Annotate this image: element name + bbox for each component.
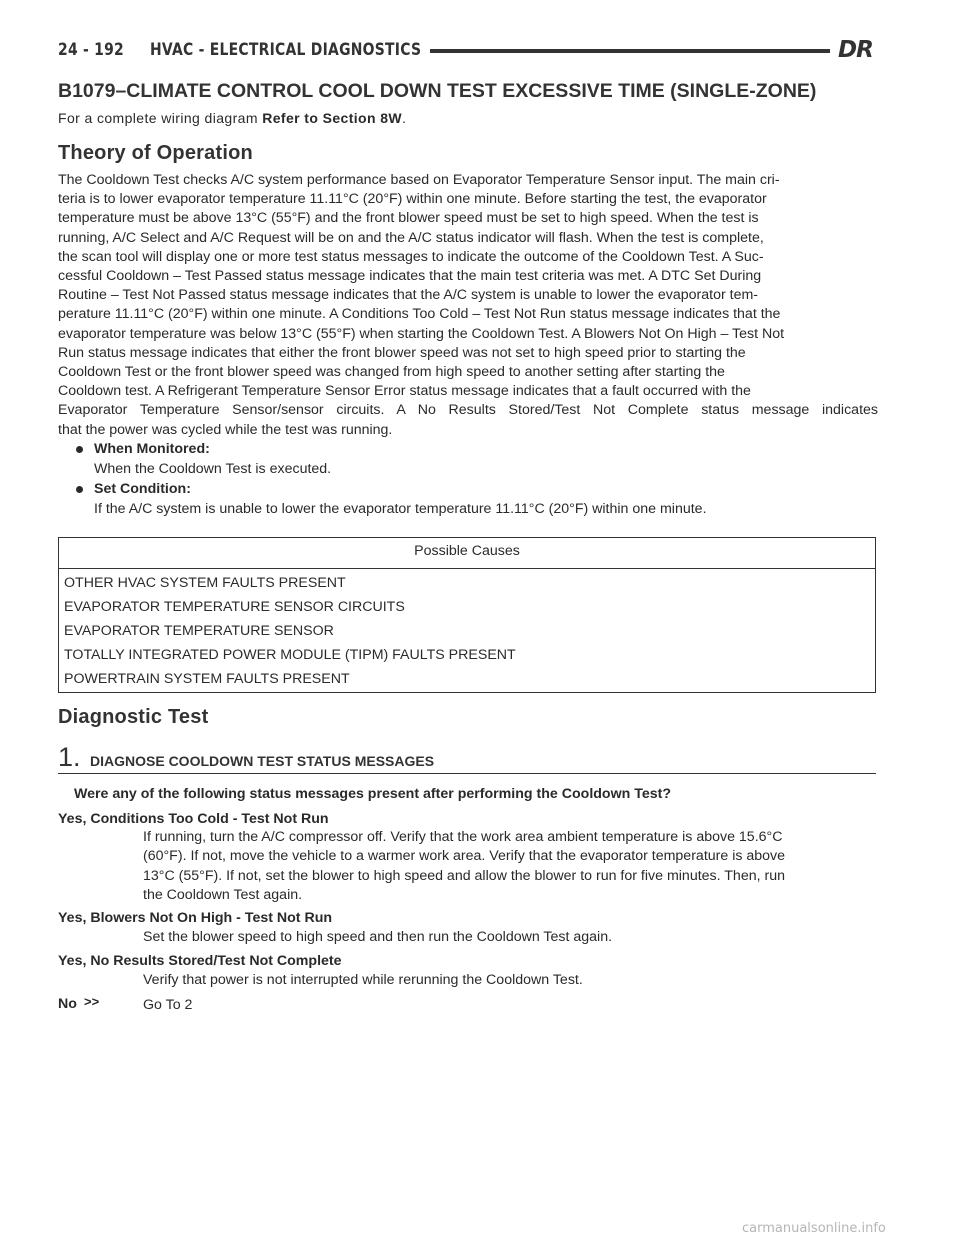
bullet-label: When Monitored: [94, 441, 210, 457]
cause-item: OTHER HVAC SYSTEM FAULTS PRESENT [64, 575, 346, 591]
step-number: 1. [58, 742, 81, 772]
theory-paragraph [58, 171, 878, 440]
page-header [58, 38, 878, 66]
bullet-dot-icon [76, 446, 83, 453]
bullet-dot-icon [76, 486, 83, 493]
theory-line: Run status message indicates that either the front blower speed was not set to high speed prior to starting the [58, 344, 746, 361]
theory-heading: Theory of Operation [58, 142, 253, 164]
answer-label-no: No [58, 996, 77, 1012]
bullet-label: Set Condition: [94, 481, 191, 497]
theory-line: temperature must be above 13°C (55°F) and the front blower speed must be set to high speed. When the test is [58, 210, 759, 227]
theory-line: the scan tool will display one or more test status messages to indicate the outcome of the Cooldown Test. A Suc- [58, 248, 764, 265]
theory-line: Evaporator Temperature Sensor/sensor circuits. A No Results Stored/Test Not Complete status message indicates [58, 402, 878, 419]
document-title: B1079–CLIMATE CONTROL COOL DOWN TEST EXCESSIVE TIME (SINGLE-ZONE) [58, 80, 817, 102]
cause-item: EVAPORATOR TEMPERATURE SENSOR [64, 623, 334, 639]
theory-line: that the power was cycled while the test was running. [58, 421, 393, 438]
step-title: DIAGNOSE COOLDOWN TEST STATUS MESSAGES [90, 753, 435, 769]
theory-line: evaporator temperature was below 13°C (55°F) when starting the Cooldown Test. A Blowers Not On High – Test Not [58, 325, 785, 342]
section-title: HVAC - ELECTRICAL DIAGNOSTICS [150, 40, 422, 60]
theory-line: perature 11.11°C (20°F) within one minute. A Conditions Too Cold – Test Not Run status message indicates that the [58, 306, 781, 323]
step-question: Were any of the following status messages present after performing the Cooldown Test? [74, 786, 672, 802]
diagnostic-heading: Diagnostic Test [58, 706, 209, 728]
model-code: DR [838, 37, 873, 63]
theory-line: Routine – Test Not Passed status message indicates that the A/C system is unable to lower the evaporator tem- [58, 287, 759, 304]
theory-line: running, A/C Select and A/C Request will be on and the A/C status indicator will flash. When the test is complete, [58, 229, 764, 246]
causes-header: Possible Causes [59, 538, 875, 569]
cause-item: EVAPORATOR TEMPERATURE SENSOR CIRCUITS [64, 599, 405, 615]
answer-line: If running, turn the A/C compressor off. Verify that the work area ambient temperature is above 15.6°C [143, 829, 783, 845]
reference-link[interactable]: Refer to Section 8W [262, 110, 403, 126]
cause-item: POWERTRAIN SYSTEM FAULTS PRESENT [64, 671, 350, 687]
cause-item: TOTALLY INTEGRATED POWER MODULE (TIPM) FAULTS PRESENT [64, 647, 516, 663]
goto-step-link[interactable]: Go To 2 [143, 997, 193, 1013]
arrow-icon: >> [84, 994, 100, 1009]
bullet-text: If the A/C system is unable to lower the evaporator temperature 11.11°C (20°F) within one minute. [94, 501, 707, 517]
theory-line: Cooldown test. A Refrigerant Temperature Sensor Error status message indicates that a fault occurred with the [58, 383, 751, 400]
wiring-reference [58, 110, 406, 126]
page-number: 24 - 192 [58, 40, 124, 60]
reference-suffix: . [402, 110, 407, 126]
answer-line: (60°F). If not, move the vehicle to a warmer work area. Verify that the evaporator temperature is above [143, 848, 786, 865]
reference-prefix: For a complete wiring diagram [58, 110, 258, 126]
answer-label: Yes, No Results Stored/Test Not Complete [58, 953, 342, 969]
answer-text [143, 828, 878, 905]
answer-line: 13°C (55°F). If not, set the blower to high speed and allow the blower to run for five minutes. Then, run [143, 867, 785, 884]
header-rule [430, 49, 830, 53]
answer-label: Yes, Blowers Not On High - Test Not Run [58, 910, 333, 926]
answer-text: Set the blower speed to high speed and then run the Cooldown Test again. [143, 929, 613, 945]
bullet-text: When the Cooldown Test is executed. [94, 461, 332, 477]
possible-causes-table [58, 537, 876, 693]
answer-line: the Cooldown Test again. [143, 886, 303, 903]
theory-line: The Cooldown Test checks A/C system performance based on Evaporator Temperature Sensor input. The main cri- [58, 172, 780, 188]
watermark: carmanualsonline.info [742, 1221, 886, 1236]
step-divider [58, 773, 876, 774]
theory-line: teria is to lower evaporator temperature 11.11°C (20°F) within one minute. Before starting the test, the evaporator [58, 191, 767, 208]
theory-line: Cooldown Test or the front blower speed was changed from high speed to another setting after starting the [58, 364, 725, 381]
answer-text: Verify that power is not interrupted while rerunning the Cooldown Test. [143, 972, 583, 988]
answer-label: Yes, Conditions Too Cold - Test Not Run [58, 811, 329, 827]
theory-line: cessful Cooldown – Test Passed status message indicates that the main test criteria was met. A DTC Set During [58, 268, 762, 285]
